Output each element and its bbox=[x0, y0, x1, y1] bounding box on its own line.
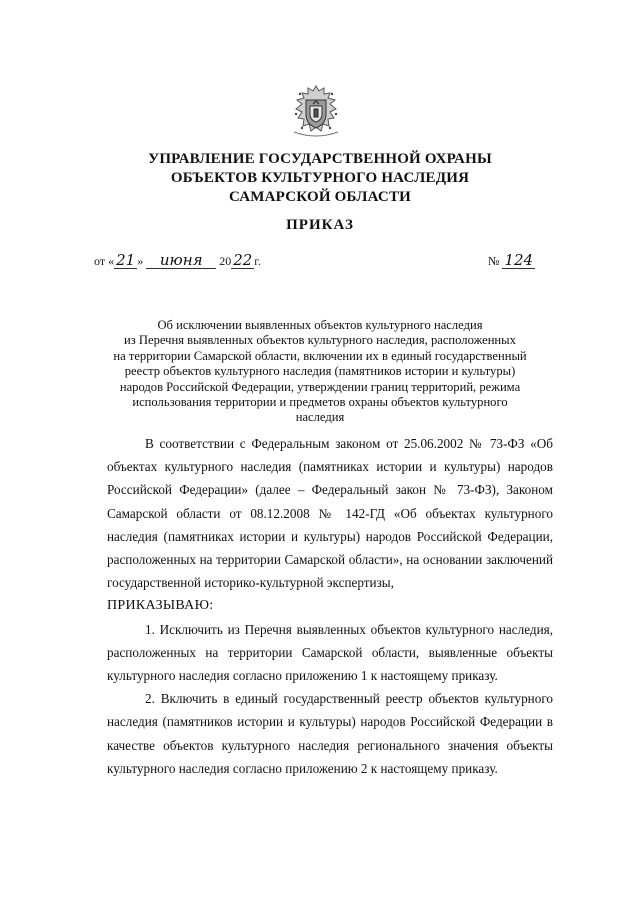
date-year-prefix: 20 bbox=[219, 254, 232, 268]
subject-line: использования территории и предметов охраны объектов культурного bbox=[132, 395, 508, 410]
order-item-2: 2. Включить в единый государственный реестр объектов культурного наследия (памятников истории и культуры) народов Российской Федерации в качестве объектов культурного наследия регионального значения объекты культурного наследия согласно приложению 2 к настоящему приказу. bbox=[107, 691, 553, 776]
document-subject bbox=[100, 318, 540, 426]
subject-line: наследия bbox=[295, 410, 345, 425]
subject-line: реестр объектов культурного наследия (памятников истории и культуры) bbox=[124, 364, 516, 379]
agency-line: САМАРСКОЙ ОБЛАСТИ bbox=[228, 189, 412, 205]
date-month: июня bbox=[146, 252, 216, 269]
date-line bbox=[94, 252, 261, 269]
date-year-suffix: 22 bbox=[233, 251, 253, 269]
subject-line: Об исключении выявленных объектов культурного наследия bbox=[157, 318, 483, 332]
order-word: ПРИКАЗЫВАЮ: bbox=[107, 598, 214, 614]
document-type-title: ПРИКАЗ bbox=[286, 217, 354, 233]
agency-line: ОБЪЕКТОВ КУЛЬТУРНОГО НАСЛЕДИЯ bbox=[170, 170, 470, 186]
coat-of-arms-icon bbox=[288, 82, 344, 138]
order-item-1: 1. Исключить из Перечня выявленных объектов культурного наследия, расположенных на территории Самарской области, выявленные объекты культурного наследия согласно приложению 1 к настоящему приказу. bbox=[107, 621, 553, 684]
agency-line: УПРАВЛЕНИЕ ГОСУДАРСТВЕННОЙ ОХРАНЫ bbox=[148, 151, 492, 167]
subject-line: на территории Самарской области, включении их в единый государственный bbox=[113, 348, 527, 363]
document-number-line bbox=[488, 252, 535, 269]
number-prefix: № bbox=[488, 254, 500, 268]
date-prefix: от « bbox=[94, 254, 115, 268]
document-body bbox=[107, 432, 553, 780]
date-day: 21 bbox=[116, 251, 136, 269]
date-mid: » bbox=[137, 254, 144, 268]
agency-name bbox=[100, 150, 540, 207]
date-suffix: г. bbox=[254, 254, 261, 268]
preamble-paragraph: В соответствии с Федеральным законом от 25.06.2002 № 73-ФЗ «Об объектах культурного наследия (памятниках истории и культуры) народов Российской Федерации» (далее – Федеральный закон № 73-ФЗ), Законом Самарской области от 08.12.2008 № 142-ГД «Об объектах культурного наследия (памятниках истории и культуры) народов Российской Федерации, расположенных на территории Самарской области», на основании заключений государственной историко-культурной экспертизы, bbox=[107, 436, 553, 591]
document-number: 124 bbox=[504, 251, 534, 269]
subject-line: народов Российской Федерации, утверждении границ территорий, режима bbox=[119, 379, 521, 394]
subject-line: из Перечня выявленных объектов культурного наследия, расположенных bbox=[124, 333, 516, 348]
